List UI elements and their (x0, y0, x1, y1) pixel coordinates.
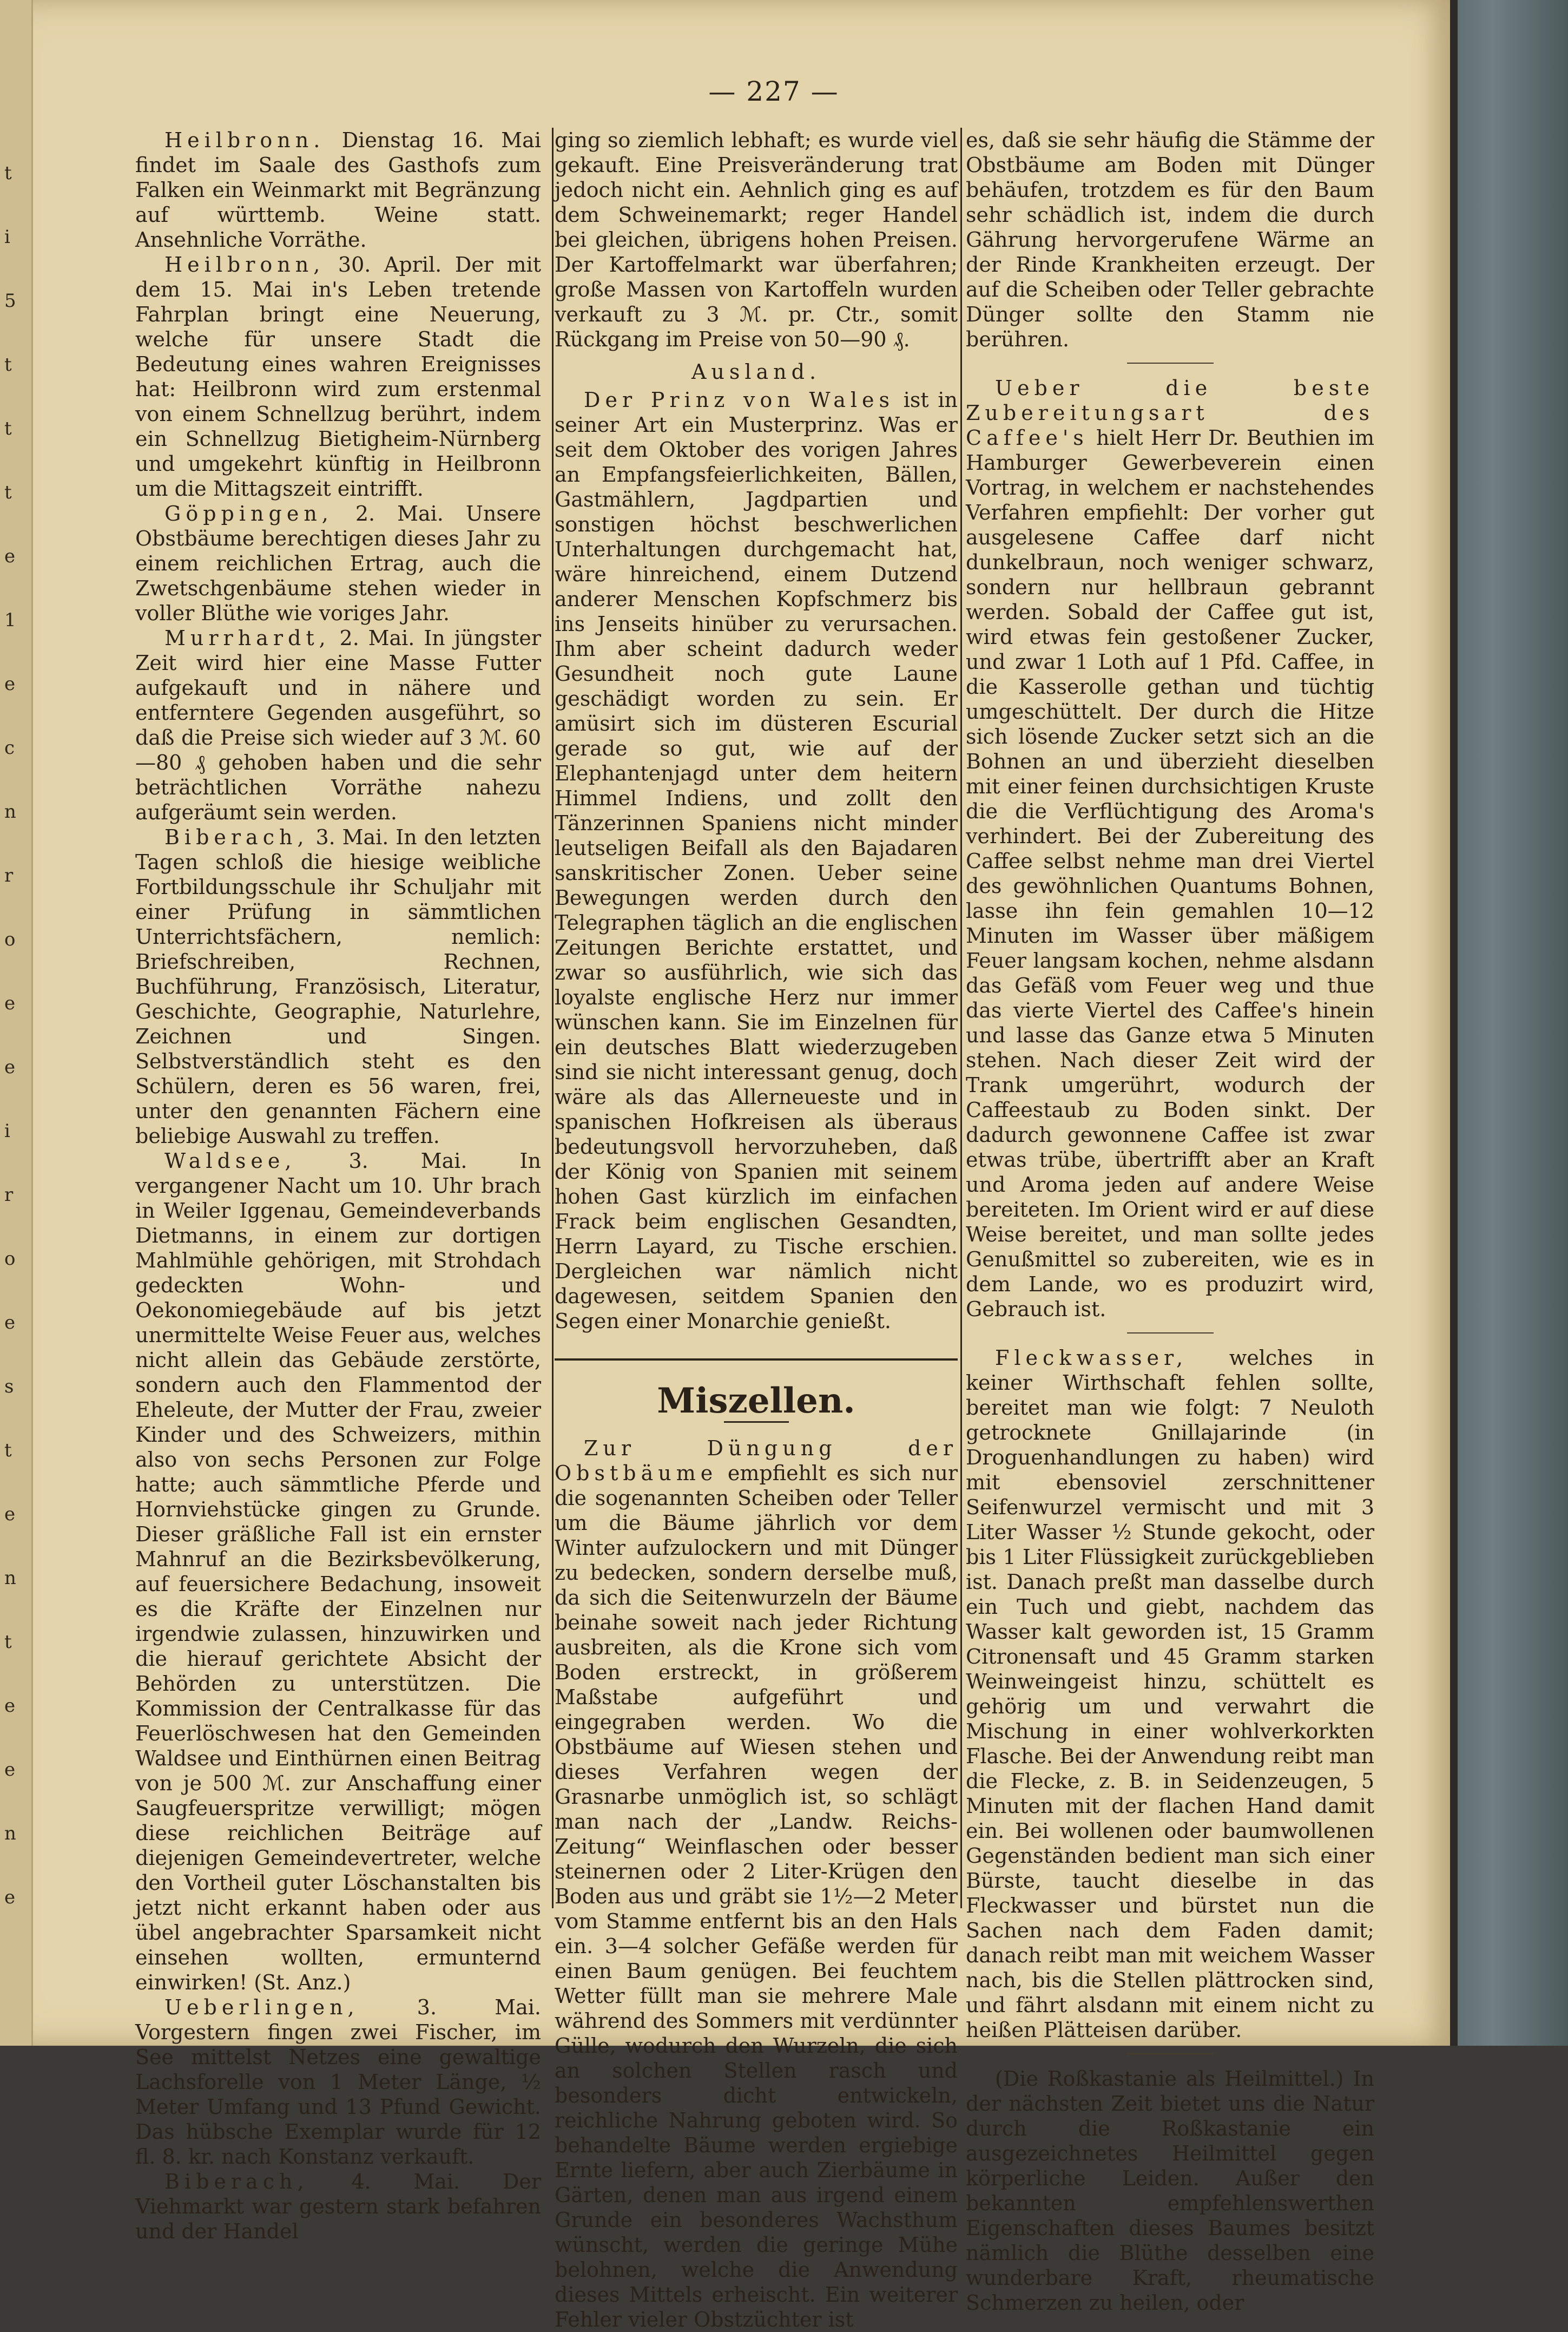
margin-letter: t (4, 1631, 12, 1653)
article-lead: Der Prinz von Wales (584, 388, 894, 412)
article-text: 4. Mai. Der Viehmarkt war gestern stark befahren und der Handel (135, 2170, 541, 2243)
margin-letter: 5 (4, 290, 16, 312)
article-lead: Heilbronn, (164, 253, 325, 277)
margin-letter: o (4, 929, 16, 950)
article-text: 30. April. Der mit dem 15. Mai in's Leben tretende Fahrplan bringt eine Neuerung, welche für unsere Stadt die Bedeutung eines wahren Ereignisses hat: Heilbronn wird zum erstenmal von einem Schnellzug berührt, indem ein Schnellzug Bietigheim-Nürnberg und umgekehrt künftig in Heilbronn um die Mittagszeit eintrifft. (135, 253, 541, 501)
article-item (135, 252, 541, 501)
margin-letter: e (4, 546, 16, 567)
article-text: In der nächsten Zeit bietet uns die Natur durch die Roßkastanie ein ausgezeichnetes Heilmittel gegen körperliche Leiden. Außer den bekannten empfehlenswerthen Eigenschaften dieses Baumes besitzt nämlich die Blüthe desselben eine wunderbare Kraft, rheumatische Schmerzen zu heilen, oder (966, 2067, 1374, 2315)
margin-letter: n (4, 1823, 16, 1844)
article-text: hielt Herr Dr. Beuthien im Hamburger Gewerbeverein einen Vortrag, in welchem er nachstehendes Verfahren empfiehlt: Der vorher gut ausgelesene Caffee darf nicht dunkelbraun, noch weniger schwarz, sondern nur hellbraun gebrannt werden. Sobald der Caffee gut ist, wird etwas fein gestoßener Zucker, und zwar 1 Loth auf 1 Pfd. Caffee, in die Kasserolle gethan und tüchtig umgeschüttelt. Der durch die Hitze sich lösende Zucker setzt sich an die Bohnen an und überzieht dieselben mit einer feinen durchsichtigen Kruste die die Verflüchtigung des Aroma's verhindert. Bei der Zubereitung des Caffee selbst nehme man drei Viertel des gewöhnlichen Quantums Bohnen, lasse ihn fein gemahlen 10—12 Minuten im Wasser über mäßigem Feuer langsam kochen, nehme alsdann das Gefäß vom Feuer weg und thue das vierte Viertel des Caffee's hinein und lasse das Ganze etwa 5 Minuten stehen. Nach dieser Zeit wird der Trank umgerührt, wodurch der Caffeestaub zu Boden sinkt. Der dadurch gewonnene Caffee ist zwar etwas trübe, übertrifft aber an Kraft und Aroma jeden auf andere Weise bereiteten. Im Orient wird er auf diese Weise bereitet, und man sollte jedes Genußmittel so zubereiten, wie es in dem Lande, wo es produzirt wird, Gebrauch ist. (966, 426, 1374, 1321)
column-rule-2 (960, 128, 962, 1908)
section-divider (555, 1358, 958, 1361)
ausland-heading: Ausland. (691, 360, 821, 384)
article-item (135, 1148, 541, 1995)
margin-letter: r (4, 865, 14, 886)
miszellen-heading: Miszellen. (657, 1381, 855, 1421)
margin-letter: 1 (4, 609, 16, 631)
column-rule-1 (552, 128, 554, 1908)
margin-letter: t (4, 1440, 12, 1461)
article-text: 2. Mai. Unsere Obstbäume berechtigen dieses Jahr zu einem reichlichen Ertrag, auch die Zwetschgenbäume stehen wieder in voller Blüthe wie voriges Jahr. (135, 502, 541, 625)
article-separator (1127, 2053, 1214, 2054)
margin-letter: e (4, 1056, 16, 1078)
article-item (135, 1995, 541, 2169)
margin-letter: e (4, 1503, 16, 1525)
article-separator (1127, 1332, 1214, 1333)
article-caffee (966, 376, 1374, 1322)
article-lead: Zur Düngung der Obstbäume (555, 1436, 958, 1485)
article-lead: Waldsee, (164, 1149, 297, 1173)
margin-letter: e (4, 1759, 16, 1781)
article-lead: Fleckwasser, (995, 1346, 1188, 1370)
article-text: 3. Mai. Vorgestern fingen zwei Fischer, im See mittelst Netzes eine gewaltige Lachsforelle von 1 Meter Länge, ½ Meter Umfang und 13 Pfund Gewicht. Das hübsche Exemplar wurde für 12 fl. 8. kr. nach Konstanz verkauft. (135, 1995, 541, 2169)
article-lead: Ueber die beste Zubereitungsart des Caffee's (966, 376, 1374, 450)
margin-letter: e (4, 1312, 16, 1333)
article-text: 3. Mai. In den letzten Tagen schloß die hiesige weibliche Fortbildungsschule ihr Schuljahr mit einer Prüfung in sämmtlichen Unterrichtsfächern, nemlich: Briefschreiben, Rechnen, Buchführung, Französisch, Literatur, Geschichte, Geographie, Naturlehre, Zeichnen und Singen. Selbstverständlich steht es den Schülern, deren es 56 waren, frei, unter den genannten Fächern eine beliebige Auswahl zu treffen. (135, 825, 541, 1148)
margin-letter: t (4, 482, 12, 503)
margin-letter: r (4, 1184, 14, 1206)
article-obstbaeume (555, 1436, 958, 2332)
article-prince-of-wales (555, 387, 958, 1333)
article-item (135, 626, 541, 825)
margin-letter: s (4, 1376, 14, 1397)
margin-letter: n (4, 801, 16, 823)
obstbaeume-continuation: es, daß sie sehr häufig die Stämme der Obstbäume am Boden mit Dünger behäufen, trotzdem es für den Baum sehr schädlich ist, indem die durch Gährung hervorgerufene Wärme an der Rinde Krankheiten erzeugt. Der auf die Scheiben oder Teller gebrachte Dünger sollte den Stamm nie berühren. (966, 128, 1374, 351)
margin-letter: c (4, 737, 15, 759)
article-lead: (Die Roßkastanie als Heilmittel.) (995, 2067, 1344, 2091)
column-1 (135, 128, 541, 2243)
margin-letter: i (4, 226, 10, 248)
article-text: Dienstag 16. Mai findet im Saale des Gasthofs zum Falken ein Weinmarkt mit Begränzung auf württemb. Weine statt. Ansehnliche Vorräthe. (135, 128, 541, 252)
article-item (135, 128, 541, 252)
article-item (135, 825, 541, 1148)
heading-underline (724, 1421, 789, 1423)
margin-letter: t (4, 162, 12, 184)
article-text: welches in keiner Wirthschaft fehlen sollte, bereitet man wie folgt: 7 Neuloth getrocknete Gnillajarinde (in Droguenhandlungen zu haben) wird mit ebensoviel zerschnittener Seifenwurzel vermischt und mit 3 Liter Wasser ½ Stunde gekocht, oder bis 1 Liter Flüssigkeit zurückgeblieben ist. Danach preßt man dasselbe durch ein Tuch und giebt, nachdem das Wasser kalt geworden ist, 15 Gramm Citronensaft und 45 Gramm starken Weinweingeist hinzu, schüttelt es gehörig um und verwahrt die Mischung in einer wohlverkorkten Flasche. Bei der Anwendung reibt man die Flecke, z. B. in Seidenzeugen, 5 Minuten mit der flachen Hand damit ein. Bei wollenen oder baumwollenen Gegenständen bedient man sich einer Bürste, taucht dieselbe in das Fleckwasser und bürstet nun die Sachen nach dem Faden damit; danach reibt man mit weichem Wasser nach, bis die Stellen plättrocken sind, und fährt alsdann mit einem nicht zu heißen Plätteisen darüber. (966, 1346, 1374, 2042)
article-lead: Ueberlingen, (164, 1995, 359, 2019)
margin-letter: t (4, 354, 12, 376)
market-report-continuation: ging so ziemlich lebhaft; es wurde viel gekauft. Eine Preisveränderung trat jedoch nicht ein. Aehnlich ging es auf dem Schweinemarkt; reger Handel bei gleichen, übrigens hohen Preisen. Der Kartoffelmarkt war überfahren; große Massen von Kartoffeln wurden verkauft zu 3 ℳ. pr. Ctr., somit Rückgang im Preise von 50—90 ₰. (555, 128, 958, 351)
previous-page-edge (0, 0, 33, 2046)
article-text: empfiehlt es sich nur die sogenannten Scheiben oder Teller um die Bäume jährlich vor dem Winter aufzulockern und mit Dünger zu bedecken, sondern derselbe muß, da sich die Seitenwurzeln der Bäume beinahe soweit nach jeder Richtung ausbreiten, als die Krone sich vom Boden erstreckt, in größerem Maßstabe aufgeführt und eingegraben werden. Wo die Obstbäume auf Wiesen stehen und dieses Verfahren wegen der Grasnarbe unmöglich ist, so schlägt man nach der „Landw. Reichs-Zeitung“ Weinflaschen oder besser steinernen oder 2 Liter-Krügen den Boden aus und gräbt sie 1½—2 Meter vom Stamme entfernt bis an den Hals ein. 3—4 solcher Gefäße werden für einen Baum genügen. Bei feuchtem Wetter füllt man sie mehrere Male während des Sommers mit verdünnter Gülle, wodurch den Wurzeln, die sich an solchen Stellen rasch und besonders dicht entwickeln, reichliche Nahrung geboten wird. So behandelte Bäume werden ergiebige Ernte liefern, aber auch Zierbäume in Gärten, denen man aus irgend einem Grunde ein besonderes Wachsthum wünscht, werden die geringe Mühe belohnen, welche die Anwendung dieses Mittels erheischt. Ein weiterer Fehler vieler Obstzüchter ist (555, 1461, 958, 2331)
article-lead: Biberach, (164, 825, 309, 849)
margin-letter: e (4, 673, 16, 695)
page-number: — 227 — (708, 76, 839, 107)
article-lead: Heilbronn. (164, 128, 325, 152)
book-binding (1444, 0, 1568, 2046)
article-text: 3. Mai. In vergangener Nacht um 10. Uhr brach in Weiler Iggenau, Gemeindeverbands Dietmanns, in einem zur dortigen Mahlmühle gehörigen, mit Strohdach gedeckten Wohn- und Oekonomiegebäude auf bis jetzt unermittelte Weise Feuer aus, welches nicht allein das Gebäude zerstörte, sondern auch den Flammentod der Eheleute, der Mutter der Frau, zweier Kinder und des Schweizers, mithin also von sechs Personen zur Folge hatte; auch sämmtliche Pferde und Hornviehstücke gingen zu Grunde. Dieser gräßliche Fall ist ein ernster Mahnruf an die Bezirksbevölkerung, auf feuersichere Bedachung, insoweit es die Kräfte der Einzelnen nur irgendwie zulassen, hinzuwirken und die hierauf gerichtete Absicht der Behörden zu unterstützen. Die Kommission der Centralkasse für das Feuerlöschwesen hat den Gemeinden Waldsee und Einthürnen einen Beitrag von je 500 ℳ. zur Anschaffung einer Saugfeuerspritze verwilligt; mögen diese reichlichen Beiträge auf diejenigen Gemeindevertreter, welche den Vortheil guter Löschanstalten bis jetzt nicht erkannt haben oder aus übel angebrachter Sparsamkeit nicht einsehen wollten, ermunternd einwirken! (St. Anz.) (135, 1149, 541, 1994)
margin-letter: e (4, 1887, 16, 1908)
margin-letter: o (4, 1248, 16, 1270)
article-lead: Biberach, (164, 2170, 309, 2193)
margin-letter: t (4, 418, 12, 439)
column-1-articles (135, 128, 541, 2244)
article-rosskastanie (966, 2066, 1374, 2315)
article-item (135, 501, 541, 626)
margin-letter: i (4, 1120, 10, 1142)
column-2 (555, 128, 958, 2331)
article-text: 2. Mai. In jüngster Zeit wird hier eine Masse Futter aufgekauft und in nähere und entferntere Gegenden ausgeführt, so daß die Preise sich wieder auf 3 ℳ. 60—80 ₰ gehoben haben und die sehr beträchtlichen Vorräthe nahezu aufgeräumt sein werden. (135, 626, 541, 824)
article-item (135, 2169, 541, 2244)
margin-letter: e (4, 1695, 16, 1717)
article-text: ist in seiner Art ein Musterprinz. Was er seit dem Oktober des vorigen Jahres an Empfangsfeierlichkeiten, Bällen, Gastmählern, Jagdpartien und sonstigen höchst beschwerlichen Unterhaltungen durchgemacht hat, wäre hinreichend, einem Dutzend anderer Menschen Kopfschmerz bis ins Jenseits hinüber zu verursachen. Ihm aber scheint dadurch weder Gesundheit noch gute Laune geschädigt worden zu sein. Er amüsirt sich im düsteren Escurial gerade so gut, wie auf der Elephantenjagd unter dem heitern Himmel Indiens, und zollt den Tänzerinnen Spaniens nicht minder leutseligen Beifall als den Bajadaren sanskritischer Zonen. Ueber seine Bewegungen werden durch den Telegraphen täglich an die englischen Zeitungen Berichte erstattet, und zwar so ausführlich, wie sich das loyalste englische Herz nur immer wünschen kann. Sie im Einzelnen für ein deutsches Blatt wiederzugeben sind sie nicht interessant genug, doch wäre als das Allerneueste und in spanischen Hofkreisen als überaus bedeutungsvoll hervorzuheben, daß der König von Spanien mit seinem hohen Gast kürzlich im einfachen Frack beim englischen Gesandten, Herrn Layard, zu Tische erschien. Dergleichen war nämlich nicht dagewesen, seitdem Spanien den Segen einer Monarchie genießt. (555, 388, 958, 1333)
margin-letter: n (4, 1567, 16, 1589)
article-fleckwasser (966, 1345, 1374, 2042)
column-3 (966, 128, 1374, 2315)
article-lead: Murrhardt, (164, 626, 331, 650)
article-separator (1127, 363, 1214, 364)
margin-letter: e (4, 993, 16, 1014)
article-lead: Göppingen, (164, 502, 333, 525)
